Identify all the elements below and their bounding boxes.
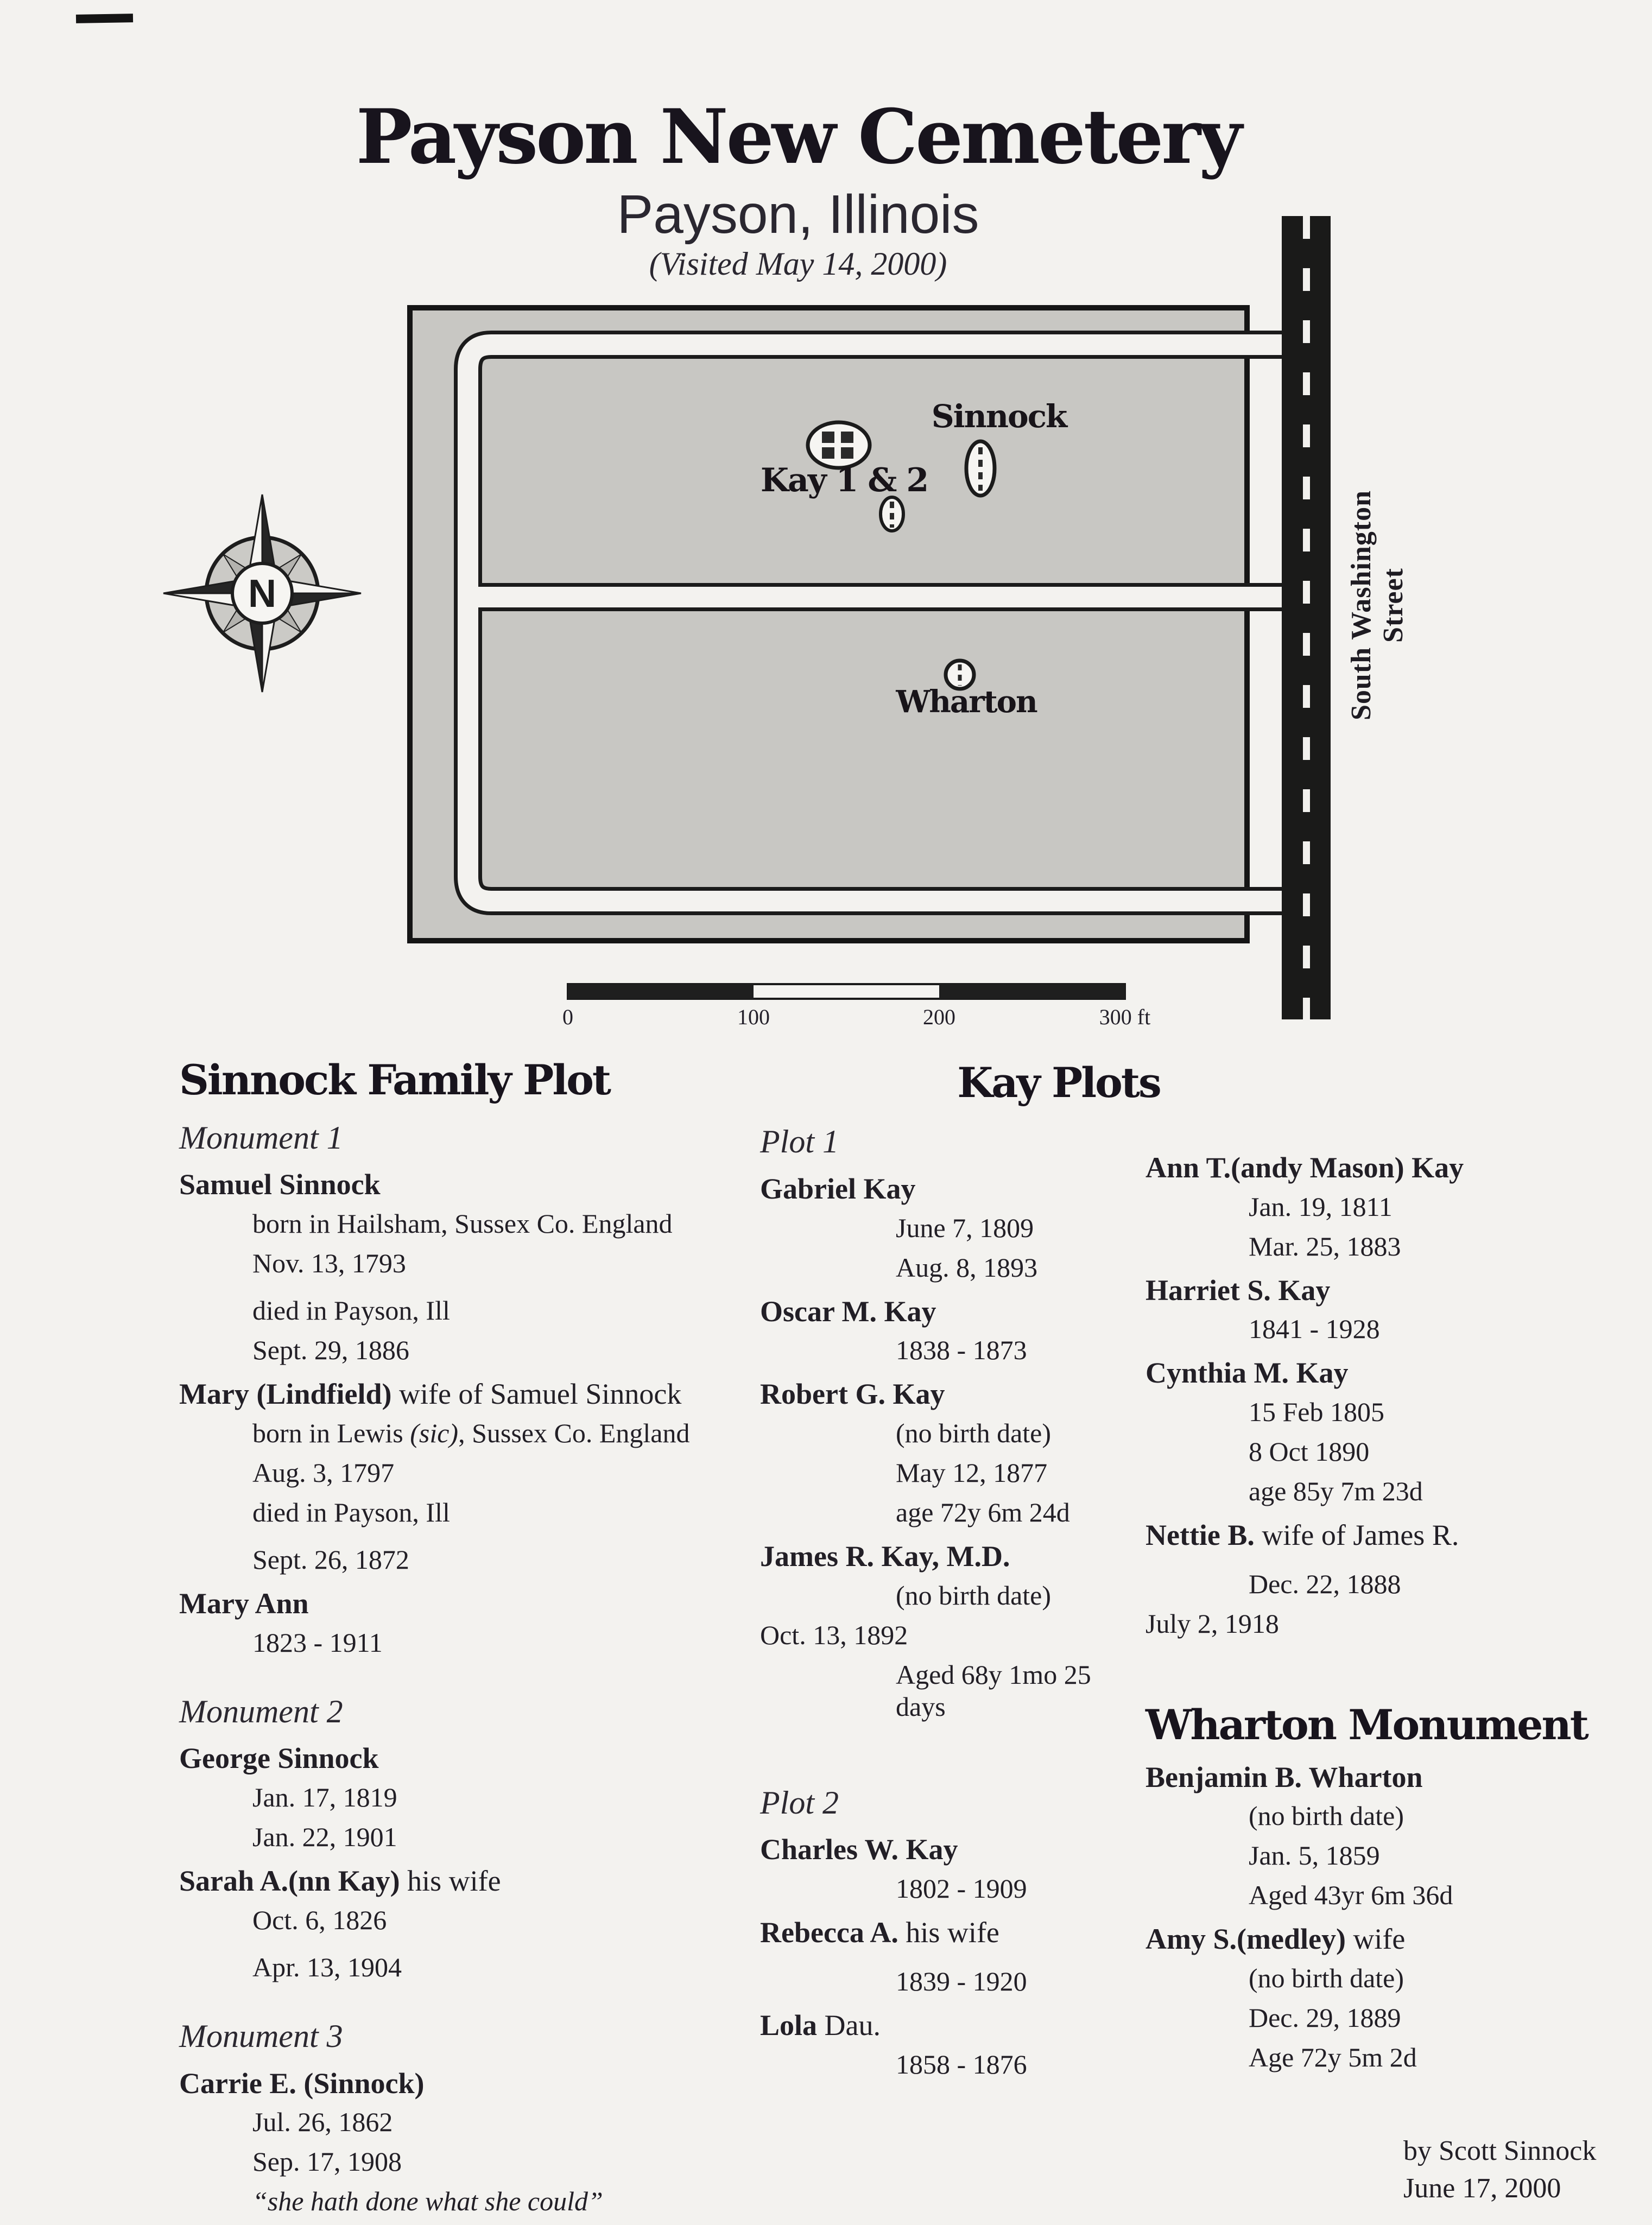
detail-line bbox=[179, 1208, 787, 1240]
text-span: Ann T.(andy Mason) Kay bbox=[1145, 1151, 1464, 1184]
text-span: age 72y 6m 24d bbox=[896, 1497, 1070, 1527]
detail-line bbox=[1145, 2042, 1634, 2074]
person-name-line bbox=[179, 1168, 787, 1202]
text-span: Apr. 13, 1904 bbox=[252, 1951, 402, 1982]
text-span: (no birth date) bbox=[1249, 1962, 1404, 1993]
text-span: Oct. 13, 1892 bbox=[760, 1619, 908, 1650]
detail-line bbox=[1145, 1568, 1634, 1600]
text-span: age 85y 7m 23d bbox=[1249, 1476, 1423, 1507]
detail-line bbox=[1145, 1475, 1634, 1507]
text-span: by Scott Sinnock bbox=[1403, 2135, 1597, 2166]
scan-artifact-mark bbox=[76, 14, 133, 23]
text-span: Monument 2 bbox=[179, 1693, 343, 1729]
person-name-line bbox=[179, 1587, 787, 1621]
detail-line bbox=[179, 1782, 787, 1814]
text-span: Oct. 6, 1826 bbox=[252, 1904, 387, 1935]
detail-line bbox=[179, 1457, 787, 1489]
text-span: Amy S.(medley) bbox=[1145, 1923, 1346, 1956]
detail-line bbox=[1145, 2002, 1634, 2034]
text-span: Plot 2 bbox=[760, 1784, 839, 1821]
detail-line bbox=[1145, 1231, 1634, 1263]
text-span: Aged 68y 1mo 25 days bbox=[896, 1659, 1091, 1722]
detail-line bbox=[1145, 1962, 1634, 1994]
text-span: his wife bbox=[400, 1865, 501, 1898]
text-span: Nov. 13, 1793 bbox=[252, 1248, 406, 1279]
text-span: Carrie E. (Sinnock) bbox=[179, 2066, 425, 2100]
text-span: Harriet S. Kay bbox=[1145, 1273, 1331, 1307]
detail-line bbox=[760, 2049, 1140, 2081]
page-title: Payson New Cemetery bbox=[356, 92, 1240, 181]
group-heading bbox=[760, 1784, 1140, 1822]
person-name-line bbox=[179, 1377, 787, 1412]
person-name-line bbox=[1145, 1760, 1634, 1795]
text-span: Jan. 5, 1859 bbox=[1249, 1840, 1380, 1871]
detail-line bbox=[760, 1212, 1140, 1244]
compass-north-label: N bbox=[248, 572, 276, 616]
detail-line bbox=[1145, 1800, 1634, 1832]
text-span: (no birth date) bbox=[896, 1417, 1052, 1448]
detail-line bbox=[179, 1904, 787, 1936]
detail-line bbox=[760, 1334, 1140, 1366]
text-span: Monument 1 bbox=[179, 1119, 343, 1156]
map-label-kay: Kay 1 & 2 bbox=[760, 461, 928, 499]
text-span: Mar. 25, 1883 bbox=[1249, 1231, 1401, 1262]
detail-line bbox=[179, 1417, 787, 1449]
detail-line bbox=[760, 1619, 1140, 1651]
scale-segment-0-100 bbox=[568, 984, 754, 999]
detail-line bbox=[179, 1951, 787, 1983]
text-span: George Sinnock bbox=[179, 1742, 379, 1775]
text-span: (no birth date) bbox=[1249, 1801, 1404, 1831]
text-span: Sarah A.(nn Kay) bbox=[179, 1865, 400, 1898]
text-span: Sep. 17, 1908 bbox=[252, 2146, 402, 2177]
person-name-line bbox=[760, 1172, 1140, 1207]
road-loop bbox=[468, 345, 1325, 901]
kay-grave-stone bbox=[841, 432, 853, 443]
detail-line bbox=[1145, 1608, 1634, 1640]
kay-section-title: Kay Plots bbox=[957, 1058, 1160, 1107]
detail-line bbox=[179, 1295, 787, 1327]
person-name-line bbox=[760, 1833, 1140, 1867]
detail-line bbox=[760, 1417, 1140, 1449]
detail-line bbox=[760, 1580, 1140, 1612]
text-span: (no birth date) bbox=[896, 1580, 1052, 1611]
text-span: July 2, 1918 bbox=[1145, 1608, 1279, 1639]
text-span: Gabriel Kay bbox=[760, 1172, 916, 1205]
person-name-line bbox=[179, 2066, 787, 2101]
kay-grave-stone bbox=[822, 447, 834, 459]
text-span: Dec. 22, 1888 bbox=[1249, 1568, 1401, 1599]
detail-line bbox=[760, 1873, 1140, 1905]
sinnock-section-title: Sinnock Family Plot bbox=[179, 1056, 610, 1104]
text-span: Sept. 26, 1872 bbox=[252, 1544, 409, 1575]
text-span: 8 Oct 1890 bbox=[1249, 1436, 1370, 1467]
sinnock-entries bbox=[179, 1119, 787, 2218]
detail-line bbox=[1145, 1840, 1634, 1872]
scale-tick-100: 100 bbox=[737, 1005, 770, 1029]
scale-segment-200-300 bbox=[939, 984, 1125, 999]
credit-line bbox=[1145, 2172, 1634, 2205]
map-label-wharton: Wharton bbox=[896, 684, 1037, 720]
detail-line bbox=[179, 1334, 787, 1366]
text-span: Samuel Sinnock bbox=[179, 1168, 381, 1201]
text-span: Mary Ann bbox=[179, 1587, 309, 1620]
person-name-line bbox=[179, 1864, 787, 1899]
person-name-line bbox=[1145, 1273, 1634, 1308]
compass-rose bbox=[156, 487, 368, 699]
text-span: wife bbox=[1345, 1923, 1406, 1956]
section-kay-plots-left-column bbox=[760, 1108, 1140, 2088]
text-span: 1838 - 1873 bbox=[896, 1335, 1027, 1366]
text-span: June 7, 1809 bbox=[896, 1212, 1034, 1243]
text-span: Oscar M. Kay bbox=[760, 1295, 936, 1328]
text-span: Jul. 26, 1862 bbox=[252, 2107, 393, 2138]
section-kay-plots-title bbox=[814, 1058, 1303, 1115]
detail-line bbox=[1145, 1436, 1634, 1468]
detail-line bbox=[179, 1627, 787, 1659]
text-span: wife of Samuel Sinnock bbox=[391, 1378, 682, 1411]
detail-line bbox=[179, 1544, 787, 1576]
text-span: Aug. 8, 1893 bbox=[896, 1252, 1038, 1283]
person-name-line bbox=[760, 2008, 1140, 2043]
section-title bbox=[1145, 1701, 1634, 1749]
text-span: Jan. 17, 1819 bbox=[252, 1782, 397, 1813]
credit-line bbox=[1145, 2134, 1634, 2167]
text-span: Aug. 3, 1797 bbox=[252, 1457, 395, 1488]
detail-line bbox=[760, 1497, 1140, 1529]
detail-line bbox=[179, 2106, 787, 2138]
text-span: Charles W. Kay bbox=[760, 1833, 958, 1866]
text-span: James R. Kay, M.D. bbox=[760, 1539, 1010, 1573]
text-span: 1802 - 1909 bbox=[896, 1873, 1027, 1904]
text-span: Dec. 29, 1889 bbox=[1249, 2002, 1401, 2033]
text-span: born in Lewis bbox=[252, 1417, 410, 1448]
text-span: his wife bbox=[898, 1916, 999, 1949]
street-label: South Washington Street bbox=[1346, 490, 1409, 721]
text-span: “she hath done what she could” bbox=[252, 2186, 603, 2217]
text-span: Jan. 22, 1901 bbox=[252, 1822, 397, 1853]
scale-bar bbox=[548, 974, 1167, 1034]
text-span: Rebecca A. bbox=[760, 1916, 898, 1949]
detail-line bbox=[1145, 1313, 1634, 1345]
text-span: Aged 43yr 6m 36d bbox=[1249, 1880, 1453, 1911]
text-span: Jan. 19, 1811 bbox=[1249, 1191, 1393, 1222]
road-loop-outline bbox=[468, 345, 1325, 901]
text-span: Age 72y 5m 2d bbox=[1249, 2042, 1417, 2072]
detail-line bbox=[760, 1457, 1140, 1489]
detail-line bbox=[1145, 1396, 1634, 1428]
scale-tick-0: 0 bbox=[562, 1005, 573, 1029]
person-name-line bbox=[1145, 1356, 1634, 1391]
detail-line bbox=[1145, 1879, 1634, 1911]
kay-grave-stone bbox=[841, 447, 853, 459]
right-entries bbox=[1145, 1151, 1634, 2205]
epitaph-quote bbox=[179, 2185, 787, 2217]
text-span: Benjamin B. Wharton bbox=[1145, 1760, 1423, 1793]
street-center-line bbox=[1303, 216, 1310, 1019]
text-span: Sept. 29, 1886 bbox=[252, 1335, 409, 1366]
detail-line bbox=[179, 1821, 787, 1853]
detail-line bbox=[760, 1659, 1140, 1723]
text-span: 1858 - 1876 bbox=[896, 2049, 1027, 2080]
text-span: Robert G. Kay bbox=[760, 1378, 945, 1411]
section-right-column bbox=[1145, 1140, 1634, 2210]
group-heading bbox=[179, 1119, 787, 1157]
detail-line bbox=[179, 2146, 787, 2178]
roads-and-markers-svg bbox=[407, 305, 1330, 946]
group-heading bbox=[179, 2017, 787, 2056]
person-name-line bbox=[760, 1539, 1140, 1574]
text-span: 1823 - 1911 bbox=[252, 1627, 383, 1658]
south-washington-street-road bbox=[1282, 216, 1331, 1019]
visited-date: (Visited May 14, 2000) bbox=[649, 246, 947, 282]
person-name-line bbox=[1145, 1151, 1634, 1186]
scale-tick-300ft: 300 ft bbox=[1099, 1005, 1151, 1029]
kay-entries bbox=[760, 1123, 1140, 2081]
text-span: , Sussex Co. England bbox=[458, 1417, 690, 1448]
text-span: May 12, 1877 bbox=[896, 1457, 1048, 1488]
text-span: Mary (Lindfield) bbox=[179, 1378, 392, 1411]
detail-line bbox=[760, 1966, 1140, 1998]
text-span: 1841 - 1928 bbox=[1249, 1314, 1380, 1345]
text-span: Lola bbox=[760, 2008, 818, 2042]
text-span: (sic) bbox=[410, 1417, 459, 1448]
page-subtitle: Payson, Illinois bbox=[617, 184, 979, 245]
person-name-line bbox=[760, 1916, 1140, 1950]
group-heading bbox=[760, 1123, 1140, 1161]
text-span: Plot 1 bbox=[760, 1124, 839, 1159]
person-name-line bbox=[760, 1377, 1140, 1412]
text-span: died in Payson, Ill bbox=[252, 1497, 450, 1527]
kay-grave-stone bbox=[822, 432, 834, 443]
text-span: Monument 3 bbox=[179, 2018, 343, 2054]
text-span: wife of James R. bbox=[1254, 1519, 1459, 1552]
text-span: 15 Feb 1805 bbox=[1249, 1397, 1384, 1428]
map-label-sinnock: Sinnock bbox=[931, 398, 1067, 435]
text-span: June 17, 2000 bbox=[1403, 2173, 1561, 2204]
person-name-line bbox=[1145, 1518, 1634, 1553]
section-sinnock-family-plot bbox=[179, 1056, 787, 2225]
text-span: 1839 - 1920 bbox=[896, 1966, 1027, 1996]
text-span: died in Payson, Ill bbox=[252, 1295, 450, 1326]
detail-line bbox=[760, 1252, 1140, 1284]
detail-line bbox=[1145, 1191, 1634, 1223]
group-heading bbox=[179, 1692, 787, 1731]
text-span: born in Hailsham, Sussex Co. England bbox=[252, 1208, 673, 1239]
detail-line bbox=[179, 1247, 787, 1279]
person-name-line bbox=[760, 1295, 1140, 1329]
text-span: Cynthia M. Kay bbox=[1145, 1356, 1349, 1390]
scale-tick-200: 200 bbox=[923, 1005, 955, 1029]
text-span: Nettie B. bbox=[1145, 1519, 1255, 1552]
detail-line bbox=[179, 1497, 787, 1529]
text-span: Dau. bbox=[817, 2008, 881, 2042]
text-span: Wharton Monument bbox=[1145, 1700, 1587, 1749]
person-name-line bbox=[179, 1741, 787, 1776]
person-name-line bbox=[1145, 1922, 1634, 1957]
